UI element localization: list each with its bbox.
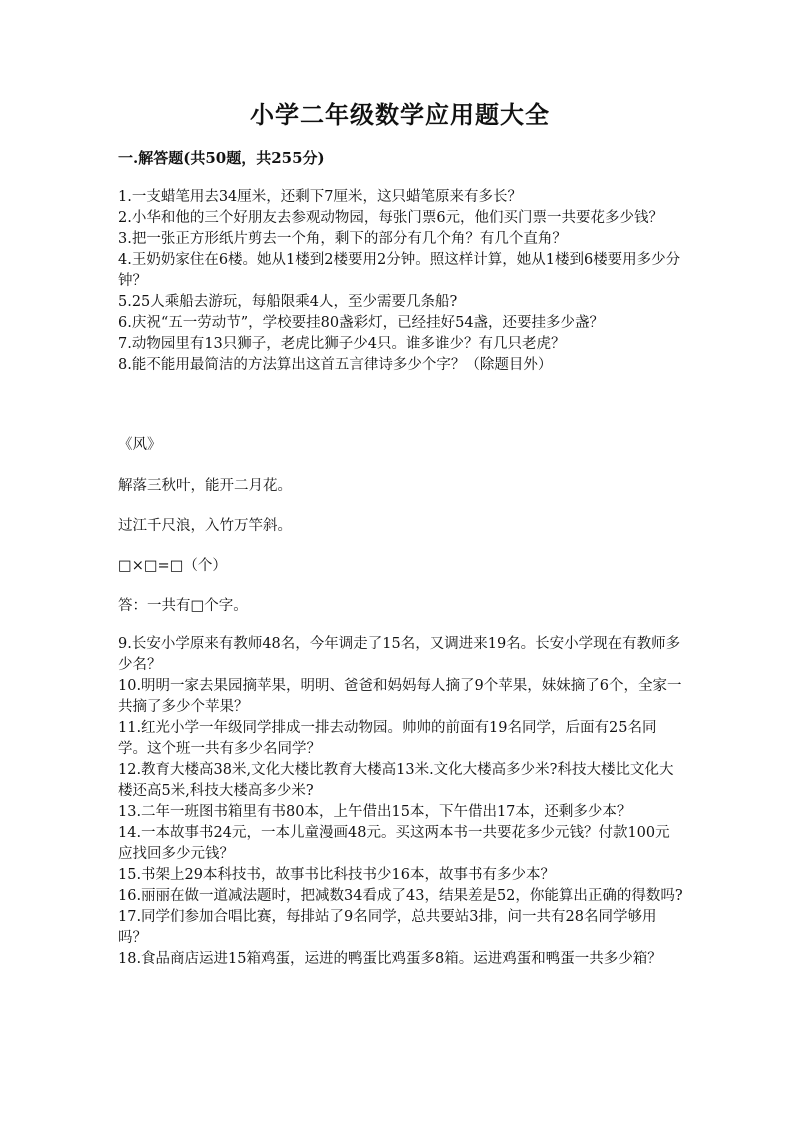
question-item: 6.庆祝“五一劳动节”，学校要挂80盏彩灯，已经挂好54盏，还要挂多少盏？ — [118, 315, 605, 331]
question-item: 4.王奶奶家住在6楼。她从1楼到2楼要用2分钟。照这样计算，她从1楼到6楼要用多少分钟？ — [118, 252, 681, 289]
question-item: 14.一本故事书24元，一本儿童漫画48元。买这两本书一共要花多少元钱？付款100元应找回多少元钱？ — [118, 825, 670, 862]
poem-title: 《风》 — [118, 437, 162, 453]
question-item: 16.丽丽在做一道减法题时，把减数34看成了43，结果差是52，你能算出正确的得数吗? — [118, 888, 683, 904]
question-item: 9.长安小学原来有教师48名，今年调走了15名，又调进来19名。长安小学现在有教师多少名？ — [118, 636, 681, 673]
question-item: 11.红光小学一年级同学排成一排去动物园。帅帅的前面有19名同学，后面有25名同学。这个班一共有多少名同学？ — [118, 720, 657, 757]
section-heading: 一.解答题(共50题，共255分) — [118, 149, 325, 167]
question-list-part2 — [118, 634, 684, 970]
question-item: 10.明明一家去果园摘苹果，明明、爸爸和妈妈每人摘了9个苹果，妹妹摘了6个，全家一共摘了多少个苹果？ — [118, 678, 682, 715]
page-title: 小学二年级数学应用题大全 — [250, 100, 550, 129]
poem-line-2: 过江千尺浪，入竹万竿斜。 — [118, 518, 292, 534]
formula-blank: □×□=□（个） — [118, 558, 227, 574]
question-item: 2.小华和他的三个好朋友去参观动物园，每张门票6元，他们买门票一共要花多少钱？ — [118, 210, 664, 226]
question-item: 7.动物园里有13只狮子，老虎比狮子少4只。谁多谁少？有几只老虎？ — [118, 336, 566, 352]
question-item: 12.教育大楼高38米,文化大楼比教育大楼高13米.文化大楼高多少米?科技大楼比文化大楼还高5米,科技大楼高多少米? — [118, 762, 674, 799]
question-item: 1.一支蜡笔用去34厘米，还剩下7厘米，这只蜡笔原来有多长？ — [118, 189, 523, 205]
question-item: 17.同学们参加合唱比赛，每排站了9名同学，总共要站3排，问一共有28名同学够用吗？ — [118, 909, 657, 946]
question-item: 13.二年一班图书箱里有书80本，上午借出15本，下午借出17本，还剩多少本？ — [118, 804, 632, 820]
question-item: 3.把一张正方形纸片剪去一个角，剩下的部分有几个角？有几个直角？ — [118, 231, 567, 247]
question-item: 8.能不能用最简洁的方法算出这首五言律诗多少个字？（除题目外） — [118, 357, 553, 373]
question-item: 15.书架上29本科技书，故事书比科技书少16本，故事书有多少本？ — [118, 867, 555, 883]
question-item: 5.25人乘船去游玩，每船限乘4人，至少需要几条船? — [118, 294, 458, 310]
poem-line-1: 解落三秋叶，能开二月花。 — [118, 478, 292, 494]
question-list-part1 — [118, 187, 684, 376]
question-item: 18.食品商店运进15箱鸡蛋，运进的鸭蛋比鸡蛋多8箱。运进鸡蛋和鸭蛋一共多少箱？ — [118, 951, 662, 967]
answer-blank: 答：一共有□个字。 — [118, 598, 248, 614]
